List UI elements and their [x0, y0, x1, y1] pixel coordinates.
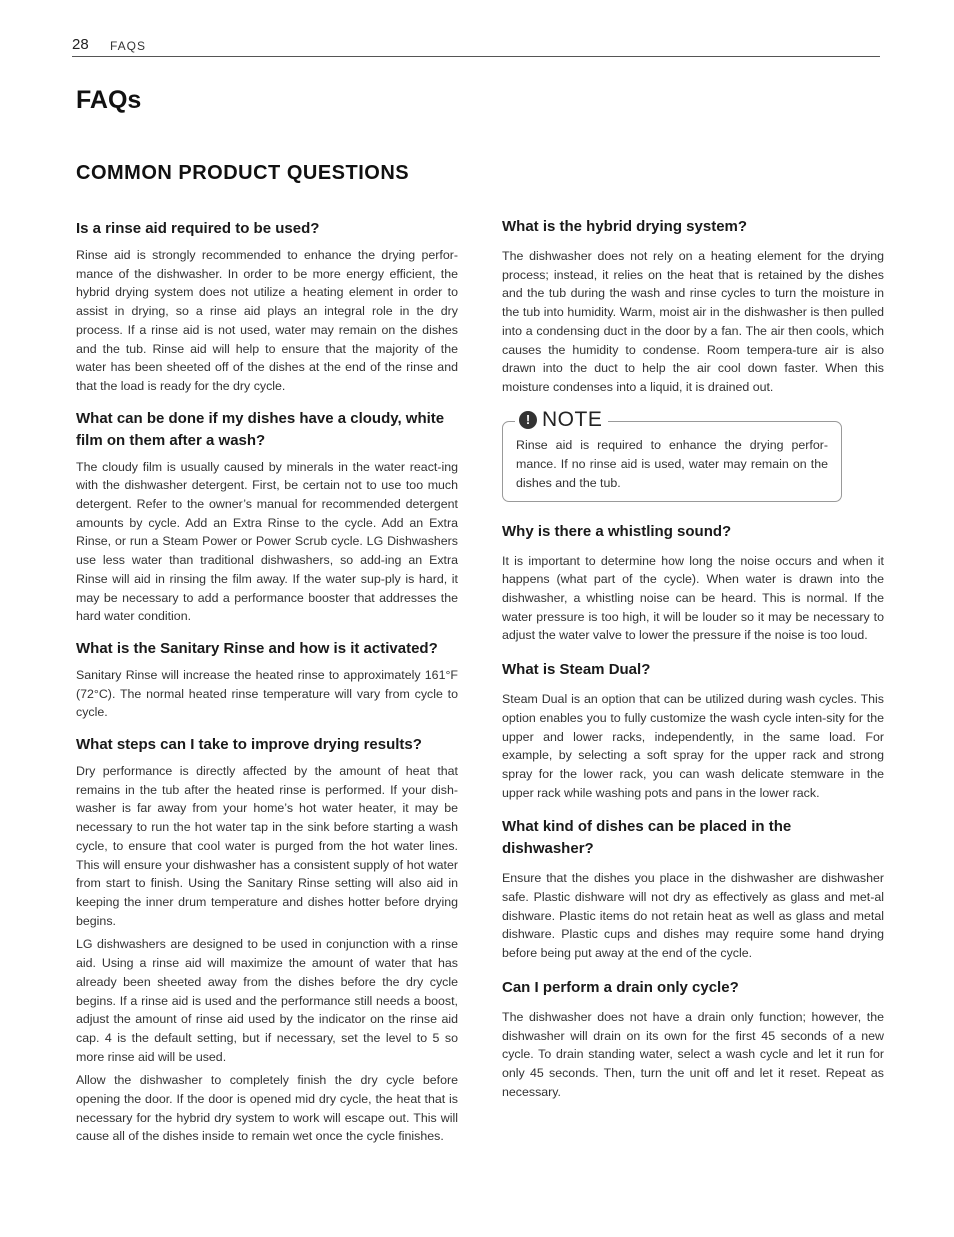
right-column — [502, 216, 884, 1115]
faq-answer: Allow the dishwasher to completely finish the dry cycle before opening the door. If the door is opened mid dry cycle, the heat that is necessary for the hybrid dry system to work will escape out. This will cause all of the dishes inside to remain wet once the cycle finishes. — [76, 1073, 458, 1144]
faq-question: What steps can I take to improve drying results? — [76, 736, 422, 754]
page-header — [72, 36, 880, 57]
page-title: FAQs — [76, 86, 142, 114]
faq-question: What is the hybrid drying system? — [502, 218, 748, 235]
page-number: 28 — [72, 36, 89, 53]
note-label — [515, 408, 608, 432]
faq-cloudy-film — [76, 408, 458, 626]
faq-answer: Steam Dual is an option that can be utilized during wash cycles. This option enables you to fully customize the wash cycle inten-sity for the upper and lower racks, independently, in the same load. For example, by selecting a soft spray for the upper rack and strong spray for the lower rack, you can wash delicate stemware in the upper rack while washing pots and pans in the lower rack. — [502, 692, 884, 800]
faq-answer: The dishwasher does not have a drain only function; however, the dishwasher will drain on its own for the first 45 seconds of a new cycle. To drain standing water, select a wash cycle and let it run for only 45 seconds. Then, turn the unit off and let it reset. Repeat as necessary. — [502, 1009, 884, 1099]
exclamation-icon: ! — [519, 411, 537, 429]
faq-dish-types — [502, 816, 884, 963]
faq-whistling — [502, 521, 884, 646]
note-text: Rinse aid is required to enhance the drying perfor-mance. If no rinse aid is used, water may remain on the dishes and the tub. — [516, 437, 828, 490]
faq-rinse-aid — [76, 218, 458, 396]
faq-sanitary-rinse — [76, 638, 458, 722]
faq-answer: The dishwasher does not rely on a heating element for the drying process; instead, it relies on the heat that is retained by the dishes and the tub during the wash and rinse cycles to turn the moisture in the tub into humidity. Warm, moist air in the dishwasher is then pulled into a condensing duct in the door by a fan. The air then cools, which causes the humidity to condense. Room tempera-ture air is also drawn into the duct to help the air cool down faster. When this moisture condenses into a liquid, it is drained out. — [502, 249, 884, 394]
faq-answer: Sanitary Rinse will increase the heated rinse to approximately 161°F (72°C). The normal heated rinse temperature will vary from cycle to cycle. — [76, 667, 458, 720]
faq-answer: It is important to determine how long the noise occurs and when it happens (what part of the cycle). When water is drawn into the dishwasher, a whistling noise can be heard. This is normal. If the water pressure is too high, it will be louder so it may be necessary to adjust the water valve to lower the pressure if the noise is too loud. — [502, 553, 884, 643]
faq-drying-results — [76, 734, 458, 1146]
faq-steam-dual — [502, 659, 884, 802]
faq-question: Is a rinse aid required to be used? — [76, 220, 320, 237]
faq-drain-only — [502, 977, 884, 1102]
note-box — [502, 407, 842, 502]
faq-question: What kind of dishes can be placed in the dishwasher? — [502, 818, 792, 858]
faq-question: Why is there a whistling sound? — [502, 522, 732, 540]
left-column — [76, 218, 458, 1158]
faq-question: What is the Sanitary Rinse and how is it activated? — [76, 639, 438, 657]
faq-answer: Ensure that the dishes you place in the dishwasher are dishwasher safe. Plastic dishware will not dry as effectively as glass and met-al dishware. Plastic items do not retain heat as well as glass and metal dishware. Plastic cups and dishes may require some hand drying before being put away at the end of the cycle. — [502, 871, 884, 961]
faq-question: Can I perform a drain only cycle? — [502, 978, 739, 996]
faq-hybrid-drying — [502, 216, 884, 397]
faq-answer: LG dishwashers are designed to be used in conjunction with a rinse aid. Using a rinse aid will maximize the amount of water that has already been sheeted away from the dishes before the dry cycle begins. If a rinse aid is used and the performance still needs a boost, adjust the amount of rinse aid used by the indicator on the rinse aid cap. 4 is the default setting, but if necessary, set the level to 5 so more rinse aid will be used. — [76, 937, 458, 1064]
faq-question: What can be done if my dishes have a cloudy, white film on them after a wash? — [76, 409, 445, 449]
header-section-name: FAQS — [110, 39, 147, 53]
faq-answer: The cloudy film is usually caused by minerals in the water react-ing with the dishwasher detergent. First, be certain not to use too much detergent. Refer to the owner’s manual for recommended detergent amounts by cycle. Add an Extra Rinse to the cycle. Add an Extra Rinse, or run a Steam Power or Power Scrub cycle. LG Dishwashers use less water than traditional dishwashers, so add-ing an Extra Rinse will aid in rinsing the film away. If the water sup-ply is hard, it may be necessary to add a performance booster that addresses the hard water condition. — [76, 459, 458, 624]
faq-answer: Rinse aid is strongly recommended to enhance the drying perfor-mance of the dishwasher. In order to be more energy efficient, the hybrid drying system does not utilize a heating element in order to assist in drying, so a rinse aid plays an integral role in the dry process. If a rinse aid is not used, water may remain on the dishes and the tub. Rinse aid will help to ensure that the majority of the water has been sheeted off of the dishes at the end of the rinse and that the load is ready for the dry cycle. — [76, 248, 458, 393]
faq-question: What is Steam Dual? — [502, 661, 651, 679]
section-title: COMMON PRODUCT QUESTIONS — [76, 162, 410, 184]
faq-answer: Dry performance is directly affected by the amount of heat that remains in the tub after the heated rinse is performed. If your dish-washer is far away from your home’s hot water heater, it may be necessary to run the hot water tap in the sink before starting a wash cycle, to ensure that cool water is purged from the hot water lines. This will ensure your dishwasher has a consistent supply of hot water from start to finish. Using the Sanitary Rinse setting will also aid in keeping the inner drum temperature and dishes hotter before drying begins. — [76, 764, 458, 928]
note-title: NOTE — [542, 407, 603, 431]
